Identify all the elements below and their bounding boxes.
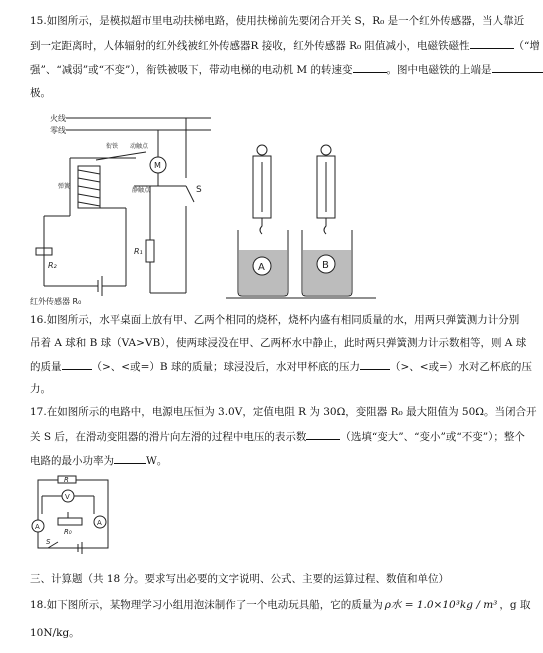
q18-line-1-text: 18.如下图所示，某物理学习小组用泡沫制作了一个电动玩具船，它的质量为 — [30, 599, 383, 611]
ammeter-right-label: A — [97, 519, 102, 527]
q18-line-1-tail: ，g 取 — [499, 599, 531, 611]
q15-line-2-tail: （“增 — [513, 40, 540, 52]
label-spring: 弹簧 — [58, 183, 71, 190]
density-formula: ρ水 = 1.0×10³kg / m³ — [384, 599, 498, 611]
q15-line-4: 极。 — [30, 87, 51, 99]
label-motor: M — [154, 161, 161, 170]
answer-blank — [470, 38, 514, 49]
label-infrared-sensor: 红外传感器 R₀ — [30, 297, 82, 306]
electromagnet-circuit-figure — [26, 108, 226, 308]
q17-label-r0: R₀ — [64, 528, 72, 536]
variable-resistor-circuit-figure — [28, 474, 120, 556]
answer-blank — [62, 359, 92, 370]
label-r1: R₁ — [134, 247, 143, 256]
q15-line-1: 15.如图所示，是模拟超市里电动扶梯电路，使用扶梯前先要闭合开关 S，R₀ 是一个红外传感器，当人靠近 — [30, 15, 525, 27]
q17-line-2-tail: （选填“变大”、“变小”或“不变”）；整个 — [340, 431, 525, 443]
q15-line-2 — [30, 38, 540, 53]
q17-line-3-text: 电路的最小功率为 — [30, 455, 114, 467]
ball-a-label: A — [258, 262, 265, 273]
q17-label-r: R — [64, 476, 69, 484]
answer-blank — [306, 429, 340, 440]
label-switch: S — [196, 185, 202, 195]
q18-line-2: 10N/kg。 — [30, 627, 80, 639]
label-r2: R₂ — [48, 261, 57, 270]
q17-line-3-tail: W。 — [146, 455, 168, 467]
label-moving-contact: 动触点 — [130, 143, 149, 150]
q17-line-2-text: 关 S 后，在滑动变阻器的滑片向左滑的过程中电压的表示数 — [30, 431, 307, 443]
q16-line-3 — [30, 359, 532, 374]
q17-line-3 — [30, 453, 167, 468]
answer-blank — [492, 62, 543, 73]
ball-b-label: B — [322, 260, 329, 271]
answer-blank — [114, 453, 146, 464]
answer-blank — [353, 62, 387, 73]
label-neutral-wire: 零线 — [50, 126, 66, 135]
q17-line-1: 17.在如图所示的电路中，电源电压恒为 3.0V，定值电阻 R 为 30Ω，变阻器 R₀ 最大阻值为 50Ω。当闭合开 — [30, 406, 537, 418]
label-armature: 衔铁 — [106, 143, 119, 150]
q16-line-2: 吊着 A 球和 B 球（VA>VB），使两球浸没在甲、乙两杯水中静止，此时两只弹簧测力计示数相等，则 A 球 — [30, 337, 527, 349]
q15-line-3-mid: 。图中电磁铁的上端是 — [386, 64, 492, 76]
voltmeter-label: V — [65, 493, 70, 501]
q16-line-3-mid: （>、<或=）B 球的质量；球浸没后，水对甲杯底的压力 — [91, 361, 360, 373]
q15-line-2-text: 到一定距离时，人体辐射的红外线被红外传感器R 接收，红外传感器 R₀ 阻值减小，电磁铁磁性 — [30, 40, 470, 52]
label-live-wire: 火线 — [50, 114, 66, 123]
label-static-contact: 静触点 — [132, 187, 151, 194]
q18-line-1 — [30, 598, 530, 612]
q17-label-s: S — [46, 538, 51, 546]
q16-line-3-tail: （>、<或=）水对乙杯底的压 — [389, 361, 532, 373]
answer-blank — [360, 359, 390, 370]
spring-scale-cups-figure — [226, 140, 376, 304]
q16-line-3-text: 的质量 — [30, 361, 62, 373]
q16-line-1: 16.如图所示，水平桌面上放有甲、乙两个相同的烧杯，烧杯内盛有相同质量的水，用两只弹簧测力计分别 — [30, 314, 520, 326]
q15-line-3-text: 强”、“减弱”或“不变”），衔铁被吸下，带动电梯的电动机 M 的转速变 — [30, 64, 353, 76]
ammeter-left-label: A — [35, 523, 40, 531]
q17-line-2 — [30, 429, 525, 444]
section-3-heading: 三、计算题（共 18 分。要求写出必要的文字说明、公式、主要的运算过程、数值和单位） — [30, 573, 450, 585]
q16-line-4: 力。 — [30, 383, 51, 395]
q15-line-3 — [30, 62, 543, 77]
